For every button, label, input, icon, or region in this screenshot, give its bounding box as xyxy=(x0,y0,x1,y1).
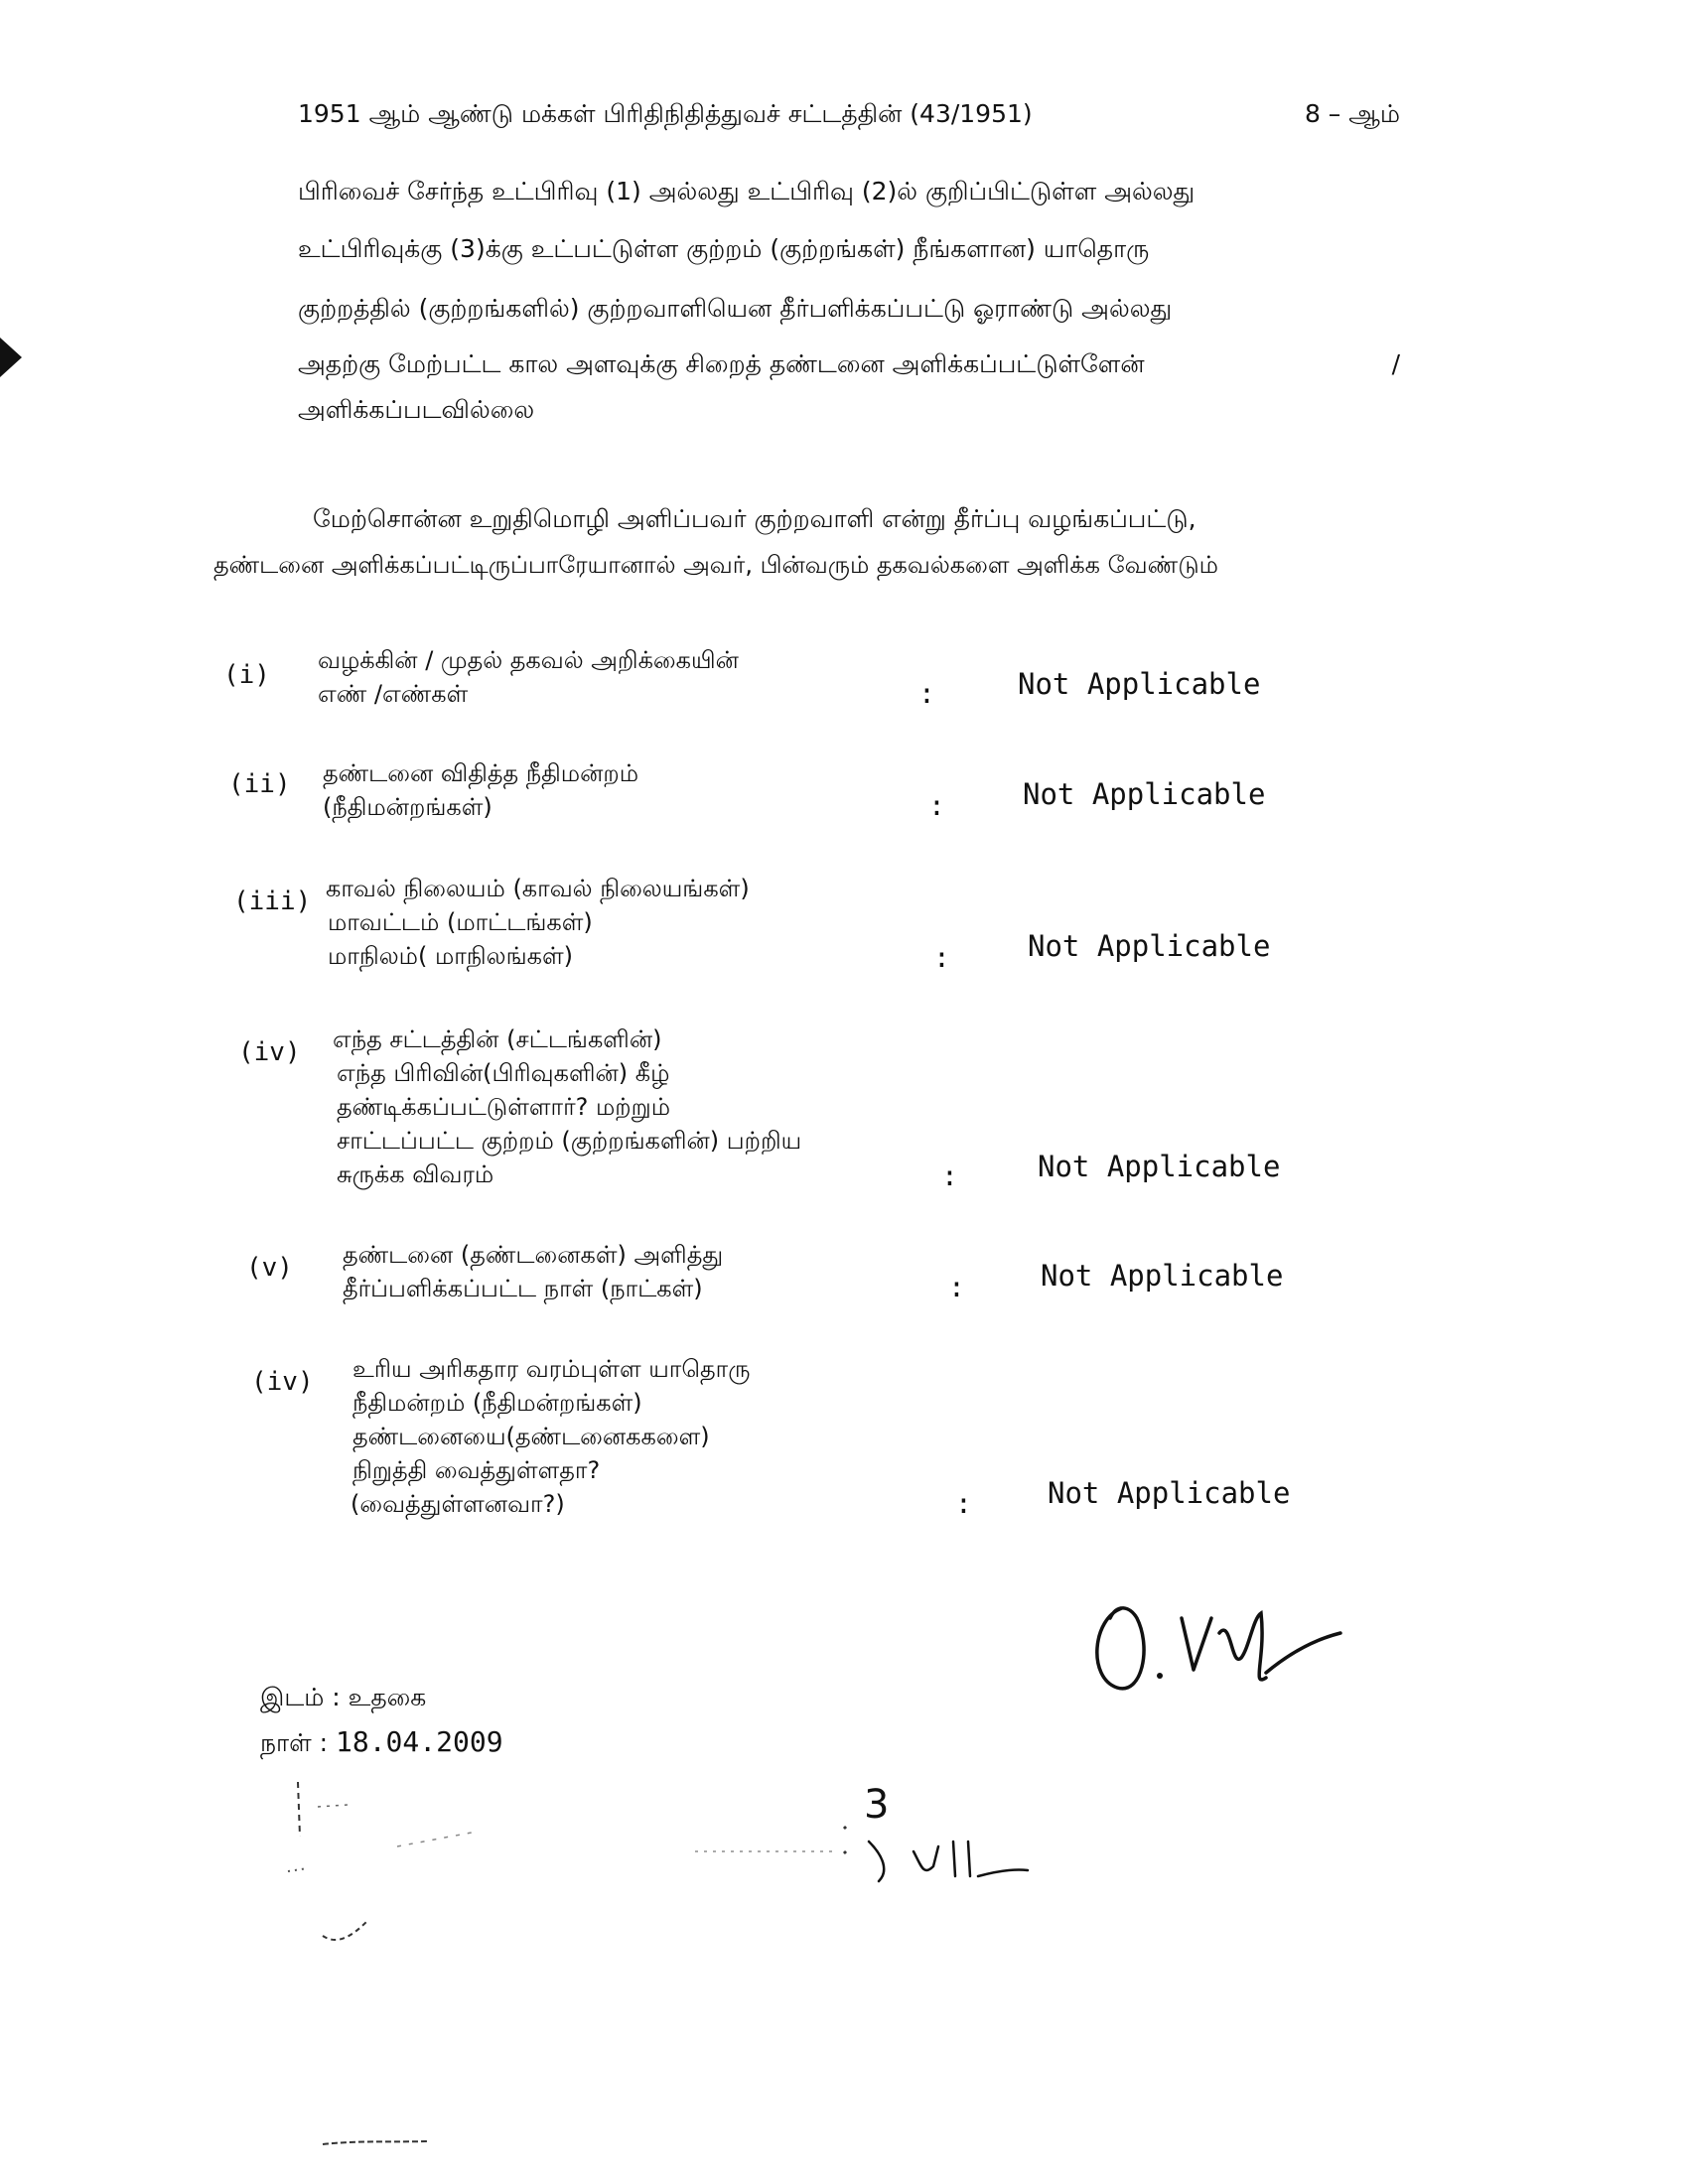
declaration-line-2: பிரிவைச் சேர்ந்த உட்பிரிவு (1) அல்லது உட்பிரிவு (2)ல் குறிப்பிட்டுள்ள அல்லது xyxy=(298,177,1196,205)
bottom-mark xyxy=(318,2134,437,2154)
item-label: உரிய அரிகதார வரம்புள்ள யாதொரு நீதிமன்றம் (நீதிமன்றங்கள்) தண்டனையை(தண்டனைககளை) நிறுத்தி வைத்துள்ளதா? (வைத்துள்ளனவா?) xyxy=(351,1355,751,1518)
item-number: (ii) xyxy=(228,769,291,799)
declaration-line-6: அளிக்கப்படவில்லை xyxy=(298,395,535,424)
item-colon: : xyxy=(955,1487,972,1520)
item-number: (iv) xyxy=(251,1367,314,1397)
item-value: Not Applicable xyxy=(1018,667,1261,701)
item-value: Not Applicable xyxy=(1023,777,1266,811)
item-colon: : xyxy=(933,941,950,974)
declaration-line-3: உட்பிரிவுக்கு (3)க்கு உட்பட்டுள்ள குற்றம் (குற்றங்கள்) நீங்களான) யாதொரு xyxy=(298,234,1150,263)
item-label: தண்டனை விதித்த நீதிமன்றம் (நீதிமன்றங்கள்) xyxy=(323,759,639,821)
declaration-line-5: அதற்கு மேற்பட்ட கால அளவுக்கு சிறைத் தண்டனை அளிக்கப்பட்டுள்ளேன் / xyxy=(298,349,1400,378)
item-number: (v) xyxy=(246,1253,293,1283)
date-line: நாள் : 18.04.2009 xyxy=(260,1725,503,1758)
item-colon: : xyxy=(948,1271,965,1303)
item-label: தண்டனை (தண்டனைகள்) அளித்து தீர்ப்பளிக்கப்பட்ட நாள் (நாட்கள்) xyxy=(343,1241,724,1302)
item-number: (iii) xyxy=(233,887,312,916)
item-value: Not Applicable xyxy=(1048,1476,1291,1510)
item-number: (i) xyxy=(223,660,270,690)
instruction-line-1: மேற்சொன்ன உறுதிமொழி அளிப்பவர் குற்றவாளி என்று தீர்ப்பு வழங்கப்பட்டு, xyxy=(313,504,1196,533)
item-label: காவல் நிலையம் (காவல் நிலையங்கள்) மாவட்டம் (மாட்டங்கள்) மாநிலம்( மாநிலங்கள்) xyxy=(326,875,750,970)
item-number: (iv) xyxy=(238,1037,301,1067)
edge-mark xyxy=(0,328,30,387)
item-label: எந்த சட்டத்தின் (சட்டங்களின்) எந்த பிரிவின்(பிரிவுகளின்) கீழ் தண்டிக்கப்பட்டுள்ளார்? மற்றும் சாட்டப்பட்ட குற்றம் (குற்றங்களின்) பற்றிய சுருக்க விவரம் xyxy=(333,1025,802,1188)
instruction-line-2: தண்டனை அளிக்கப்பட்டிருப்பாரேயானால் அவர், பின்வரும் தகவல்களை அளிக்க வேண்டும் xyxy=(213,551,1218,579)
stamp-number: 3 xyxy=(864,1782,890,1828)
item-colon: : xyxy=(928,789,945,822)
declaration-line-4: குற்றத்தில் (குற்றங்களில்) குற்றவாளியென தீர்பளிக்கப்பட்டு ஓராண்டு அல்லது xyxy=(298,294,1173,323)
item-value: Not Applicable xyxy=(1041,1259,1284,1293)
faint-marks xyxy=(278,1777,576,1956)
item-value: Not Applicable xyxy=(1038,1150,1281,1183)
item-colon: : xyxy=(918,677,935,710)
item-colon: : xyxy=(941,1160,958,1192)
declaration-line-1: 1951 ஆம் ஆண்டு மக்கள் பிரிதிநிதித்துவச் சட்டத்தின் (43/1951) 8 – ஆம் xyxy=(298,99,1400,128)
signature xyxy=(1082,1578,1360,1707)
item-label: வழக்கின் / முதல் தகவல் அறிக்கையின் எண் /எண்கள் xyxy=(318,646,739,708)
item-value: Not Applicable xyxy=(1028,929,1271,963)
place-line: இடம் : உதகை xyxy=(260,1683,427,1711)
